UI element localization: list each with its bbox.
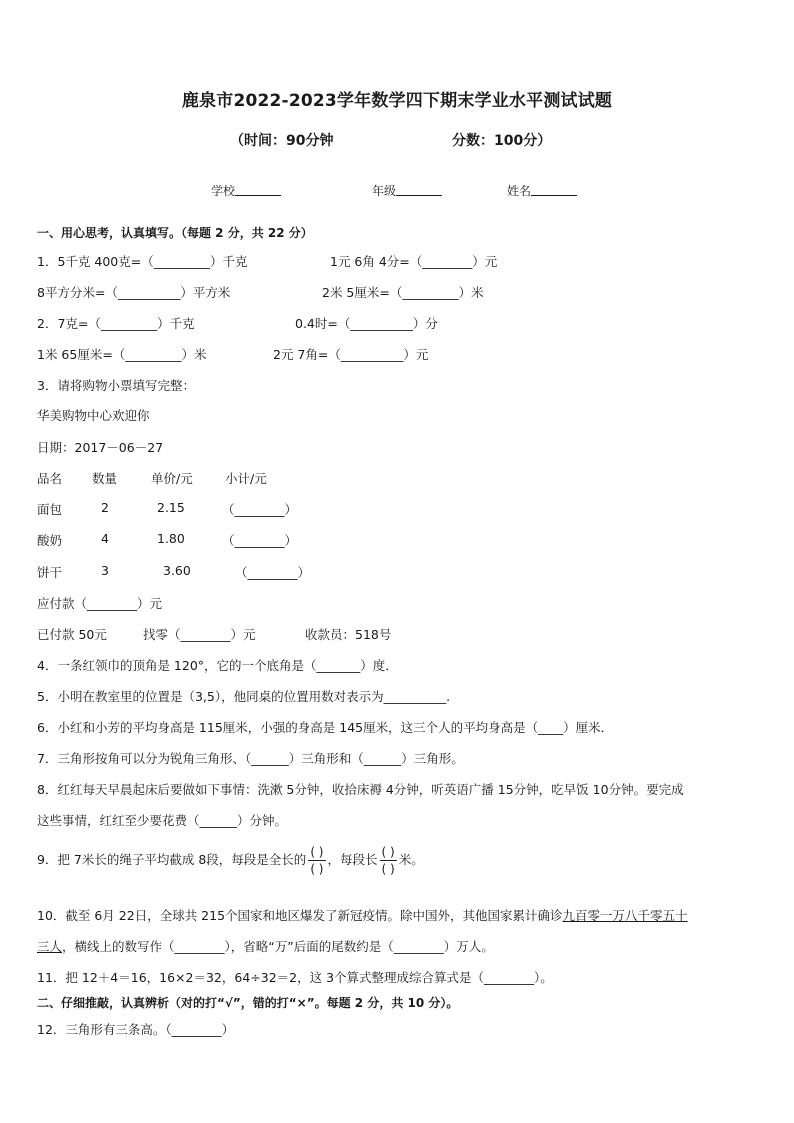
underlined-number: 九百零一万八千零五十 [562,908,688,923]
cashier-id: 收款员：518号 [305,627,392,642]
grade-blank [396,183,442,196]
fraction-denominator: ( ) [310,862,324,876]
grade-label: 年级 [372,184,397,198]
receipt-date: 日期：2017－06－27 [37,440,164,455]
question-12: 12．三角形有三条高。（________） [37,1022,235,1037]
school-blank [235,183,281,196]
question-9 [37,844,424,877]
table-row-price: 2.15 [157,500,185,515]
table-row-total: （________） [222,533,298,548]
col-name-header: 品名 [37,471,63,486]
table-row-qty: 3 [101,563,109,578]
table-row-name: 酸奶 [37,533,63,548]
table-row-price: 1.80 [157,531,185,546]
fraction-numerator: ( ) [381,845,395,859]
shop-name: 华美购物中心欢迎你 [37,408,150,423]
question-9-text: 9．把 7米长的绳子平均截成 8段，每段是全长的 [37,852,307,867]
question-10-line2 [37,937,494,955]
question-10-line1 [37,906,688,924]
question-8-line1: 8．红红每天早晨起床后要做如下事情：洗漱 5分钟，收拾床褥 4分钟，听英语广播 15分钟，吃早饭 10分钟。要完成 [37,782,684,797]
question-3: 3．请将购物小票填写完整： [37,378,195,393]
page-title: 鹿泉市2022-2023学年数学四下期末学业水平测试试题 [181,91,613,111]
question-5-end: . [446,689,451,704]
question-2b: 0.4时=（__________）分 [295,316,438,331]
question-9-mid: ，每段长 [327,852,378,867]
question-10-rest: ，横线上的数写作（________），省略“万”后面的尾数约是（________）万人。 [62,939,494,954]
question-5 [37,687,450,705]
question-1c: 8平方分米=（__________）平方米 [37,285,231,300]
question-1d: 2米 5厘米=（_________）米 [322,285,484,300]
name-field [507,182,577,199]
col-qty-header: 数量 [92,471,118,486]
question-1b: 1元 6角 4分=（________）元 [330,254,498,269]
change-amount: 找零（________）元 [143,627,256,642]
school-label: 学校 [211,184,236,198]
question-11: 11．把 12＋4＝16，16×2＝32，64÷32＝2，这 3个算式整理成综合算式是（________）。 [37,970,553,985]
question-2d: 2元 7角=（__________）元 [273,347,429,362]
question-5-text: 5．小明在教室里的位置是（3,5），他同桌的位置用数对表示为 [37,689,384,704]
table-row-name: 饼干 [37,565,63,580]
total-score: 分数：100分） [452,133,552,149]
grade-field [372,182,442,199]
question-9-end: 米。 [398,852,424,867]
name-label: 姓名 [507,184,532,198]
fraction-denominator: ( ) [381,862,395,876]
underlined-number-end: 三人 [37,939,63,954]
table-row-qty: 4 [101,531,109,546]
fraction-blank [380,844,397,877]
col-price-header: 单价/元 [151,471,193,486]
section1-heading: 一、用心思考，认真填写。（每题 2 分，共 22 分） [37,226,313,240]
question-1a: 1．5千克 400克=（_________）千克 [37,254,248,269]
question-6: 6．小红和小芳的平均身高是 115厘米，小强的身高是 145厘米，这三个人的平均身高是（____）厘米． [37,720,614,735]
name-blank [531,183,577,196]
question-5-blank: __________ [383,689,447,704]
time-limit: （时间：90分钟 [230,133,334,149]
question-2a: 2．7克=（_________）千克 [37,316,195,331]
question-7: 7．三角形按角可以分为锐角三角形、（______）三角形和（______）三角形。 [37,751,464,766]
school-field [211,182,281,199]
table-row-total: （________） [222,502,298,517]
col-total-header: 小计/元 [225,471,267,486]
question-10-text: 10．截至 6月 22日，全球共 215个国家和地区爆发了新冠疫情。除中国外，其他国家累计确诊 [37,908,563,923]
question-2c: 1米 65厘米=（_________）米 [37,347,207,362]
table-row-name: 面包 [37,502,63,517]
table-row-price: 3.60 [163,563,191,578]
question-8-line2: 这些事情，红红至少要花费（______）分钟。 [37,813,288,828]
fraction-numerator: ( ) [310,845,324,859]
section2-heading: 二、仔细推敲，认真辨析（对的打“√”，错的打“×”。每题 2 分，共 10 分）。 [37,996,459,1010]
question-4: 4．一条红领巾的顶角是 120°，它的一个底角是（_______）度． [37,658,398,673]
fraction-blank [308,844,325,877]
table-row-qty: 2 [101,500,109,515]
amount-paid: 已付款 50元 [37,627,107,642]
amount-due: 应付款（________）元 [37,596,163,611]
table-row-total: （________） [235,565,311,580]
